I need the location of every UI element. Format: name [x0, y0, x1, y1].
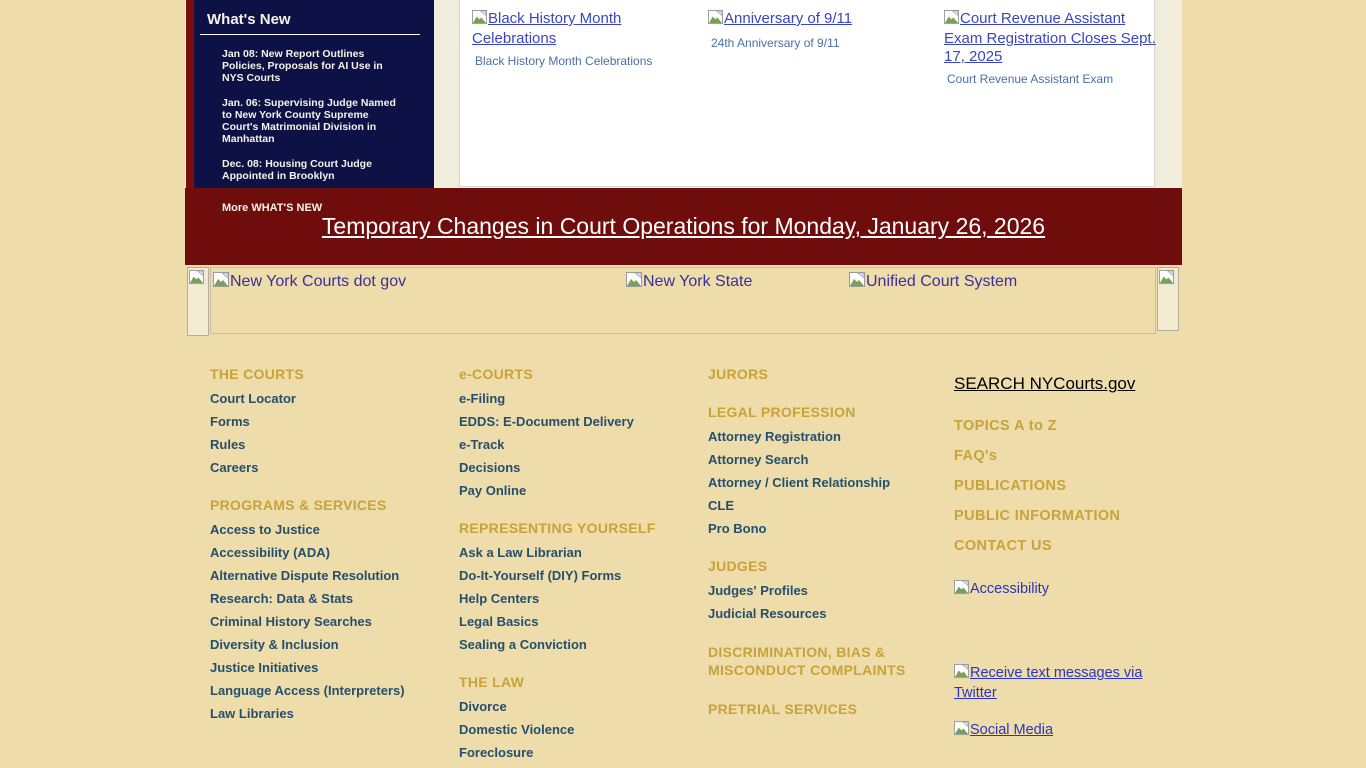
- footer-link[interactable]: Careers: [210, 460, 259, 475]
- news-item[interactable]: Jan. 06: Supervising Judge Named to New York County Supreme Court's Matrimonial Division in Manhattan: [222, 97, 396, 145]
- footer-column-ecourts: [459, 366, 708, 768]
- red-accent-bar: [186, 0, 194, 188]
- twitter-messages-link[interactable]: [954, 664, 1149, 702]
- footer-header-jurors[interactable]: JURORS: [708, 366, 769, 382]
- nycourts-logo-link[interactable]: [213, 272, 406, 293]
- feature-caption[interactable]: Court Revenue Assistant Exam: [947, 72, 1114, 86]
- footer-column-courts: [210, 366, 459, 768]
- footer-link[interactable]: Alternative Dispute Resolution: [210, 568, 400, 583]
- alert-banner-link[interactable]: Temporary Changes in Court Operations for Monday, January 26, 2026: [321, 213, 1046, 239]
- footer-link[interactable]: Access to Justice: [210, 522, 320, 537]
- news-item[interactable]: Jan 08: New Report Outlines Policies, Proposals for AI Use in NYS Courts: [222, 48, 383, 84]
- feature-item: [472, 10, 682, 68]
- publications-link[interactable]: PUBLICATIONS: [954, 478, 1067, 494]
- footer-column-jurors: [708, 366, 954, 768]
- footer-link[interactable]: Language Access (Interpreters): [210, 683, 405, 698]
- footer-link[interactable]: EDDS: E-Document Delivery: [459, 414, 634, 429]
- footer-header-discrimination-complaints[interactable]: DISCRIMINATION, BIAS & MISCONDUCT COMPLAINTS: [708, 644, 906, 678]
- feature-item: [944, 10, 1157, 86]
- footer-link[interactable]: Court Locator: [210, 391, 296, 406]
- top-row: [185, 0, 1182, 214]
- broken-image-icon: [213, 272, 229, 293]
- broken-image-icon: [954, 721, 969, 741]
- topics-a-to-z-link[interactable]: TOPICS A to Z: [954, 418, 1057, 434]
- footer-section: [708, 701, 954, 717]
- footer-section: [459, 366, 708, 498]
- social-media-alt-text: Social Media: [970, 722, 1054, 738]
- footer-header-representing-yourself[interactable]: REPRESENTING YOURSELF: [459, 520, 656, 536]
- alert-banner: [185, 188, 1182, 265]
- footer-nav: [185, 346, 1182, 768]
- footer-section: [210, 497, 459, 721]
- public-information-link[interactable]: PUBLIC INFORMATION: [954, 508, 1121, 524]
- footer-link[interactable]: Attorney Search: [708, 452, 809, 467]
- footer-link[interactable]: Help Centers: [459, 591, 540, 606]
- footer-link[interactable]: Legal Basics: [459, 614, 539, 629]
- footer-link[interactable]: Decisions: [459, 460, 521, 475]
- feature-link[interactable]: [472, 10, 621, 47]
- twitter-alt-text: Receive text messages via Twitter: [954, 665, 1143, 701]
- image-placeholder: [1157, 267, 1179, 331]
- footer-link[interactable]: Forms: [210, 414, 250, 429]
- feature-alt-text: Anniversary of 9/11: [724, 10, 853, 27]
- contact-us-link[interactable]: CONTACT US: [954, 538, 1052, 554]
- feature-item: [708, 10, 918, 50]
- broken-image-icon: [849, 272, 865, 293]
- ucs-logo-link[interactable]: [849, 272, 1017, 293]
- footer-link[interactable]: Attorney Registration: [708, 429, 841, 444]
- social-media-link[interactable]: [954, 721, 1182, 741]
- footer-link[interactable]: Judges' Profiles: [708, 583, 808, 598]
- footer-header-ecourts[interactable]: e-COURTS: [459, 366, 533, 382]
- footer-link[interactable]: Diversity & Inclusion: [210, 637, 339, 652]
- faqs-link[interactable]: FAQ's: [954, 448, 998, 464]
- nys-logo-link[interactable]: [626, 272, 752, 293]
- footer-section: [210, 366, 459, 475]
- more-whats-new-link[interactable]: More WHAT'S NEW: [222, 202, 323, 214]
- footer-link[interactable]: Divorce: [459, 699, 507, 714]
- feature-caption[interactable]: Black History Month Celebrations: [475, 54, 653, 68]
- accessibility-alt-text: Accessibility: [970, 581, 1049, 597]
- feature-alt-text: Court Revenue Assistant Exam Registration Closes Sept. 17, 2025: [944, 10, 1156, 65]
- footer-section: [459, 520, 708, 652]
- broken-image-icon: [472, 10, 487, 30]
- footer-link[interactable]: Law Libraries: [210, 706, 294, 721]
- footer-header-programs-services[interactable]: PROGRAMS & SERVICES: [210, 497, 387, 513]
- footer-header-legal-profession[interactable]: LEGAL PROFESSION: [708, 404, 856, 420]
- footer-section: [708, 404, 954, 536]
- feature-alt-text: Black History Month Celebrations: [472, 10, 622, 47]
- feature-caption[interactable]: 24th Anniversary of 9/11: [711, 36, 840, 50]
- footer-link[interactable]: Accessibility (ADA): [210, 545, 330, 560]
- footer-header-judges[interactable]: JUDGES: [708, 558, 768, 574]
- footer-link[interactable]: Criminal History Searches: [210, 614, 372, 629]
- footer-link[interactable]: Foreclosure: [459, 745, 534, 760]
- footer-section: [708, 366, 954, 382]
- logo-alt-text: New York Courts dot gov: [230, 273, 407, 290]
- news-item[interactable]: Dec. 08: Housing Court Judge Appointed in Brooklyn: [222, 158, 372, 182]
- logo-banner-placeholder: [210, 267, 1156, 334]
- broken-image-icon: [1159, 270, 1174, 290]
- footer-section: [459, 674, 708, 760]
- broken-image-icon: [954, 664, 969, 684]
- footer-link[interactable]: CLE: [708, 498, 734, 513]
- footer-link[interactable]: Rules: [210, 437, 246, 452]
- footer-link[interactable]: Do-It-Yourself (DIY) Forms: [459, 568, 622, 583]
- featured-content-box: [459, 0, 1155, 187]
- broken-image-icon: [708, 10, 723, 30]
- search-nycourts-link[interactable]: SEARCH NYCourts.gov: [954, 374, 1136, 393]
- footer-link[interactable]: Ask a Law Librarian: [459, 545, 582, 560]
- footer-link[interactable]: Judicial Resources: [708, 606, 827, 621]
- footer-header-pretrial-services[interactable]: PRETRIAL SERVICES: [708, 701, 858, 717]
- footer-link[interactable]: Attorney / Client Relationship: [708, 475, 891, 490]
- logo-alt-text: New York State: [643, 273, 753, 290]
- content-column: [185, 0, 1182, 768]
- footer-link[interactable]: Pay Online: [459, 483, 527, 498]
- feature-link[interactable]: [944, 10, 1156, 65]
- footer-section: [708, 558, 954, 621]
- footer-column-search: [954, 366, 1182, 768]
- accessibility-image-link[interactable]: [954, 580, 1182, 600]
- footer-link[interactable]: Sealing a Conviction: [459, 637, 587, 652]
- broken-image-icon: [626, 272, 642, 293]
- broken-image-icon: [189, 270, 204, 290]
- footer-header-the-courts[interactable]: THE COURTS: [210, 366, 304, 382]
- feature-link[interactable]: [708, 10, 852, 27]
- footer-link[interactable]: Justice Initiatives: [210, 660, 319, 675]
- footer-link[interactable]: e-Track: [459, 437, 505, 452]
- footer-link[interactable]: Domestic Violence: [459, 722, 575, 737]
- footer-link[interactable]: Research: Data & Stats: [210, 591, 354, 606]
- footer-link[interactable]: Pro Bono: [708, 521, 767, 536]
- logo-strip: [185, 265, 1182, 346]
- broken-image-icon: [954, 580, 969, 600]
- footer-section: [708, 643, 954, 679]
- footer-header-the-law[interactable]: THE LAW: [459, 674, 525, 690]
- whats-new-title: What's New: [207, 11, 291, 28]
- whats-new-panel: [194, 0, 434, 214]
- logo-alt-text: Unified Court System: [866, 273, 1018, 290]
- image-placeholder: [187, 267, 209, 336]
- footer-link[interactable]: e-Filing: [459, 391, 506, 406]
- whats-new-divider: [200, 34, 420, 35]
- broken-image-icon: [944, 10, 959, 30]
